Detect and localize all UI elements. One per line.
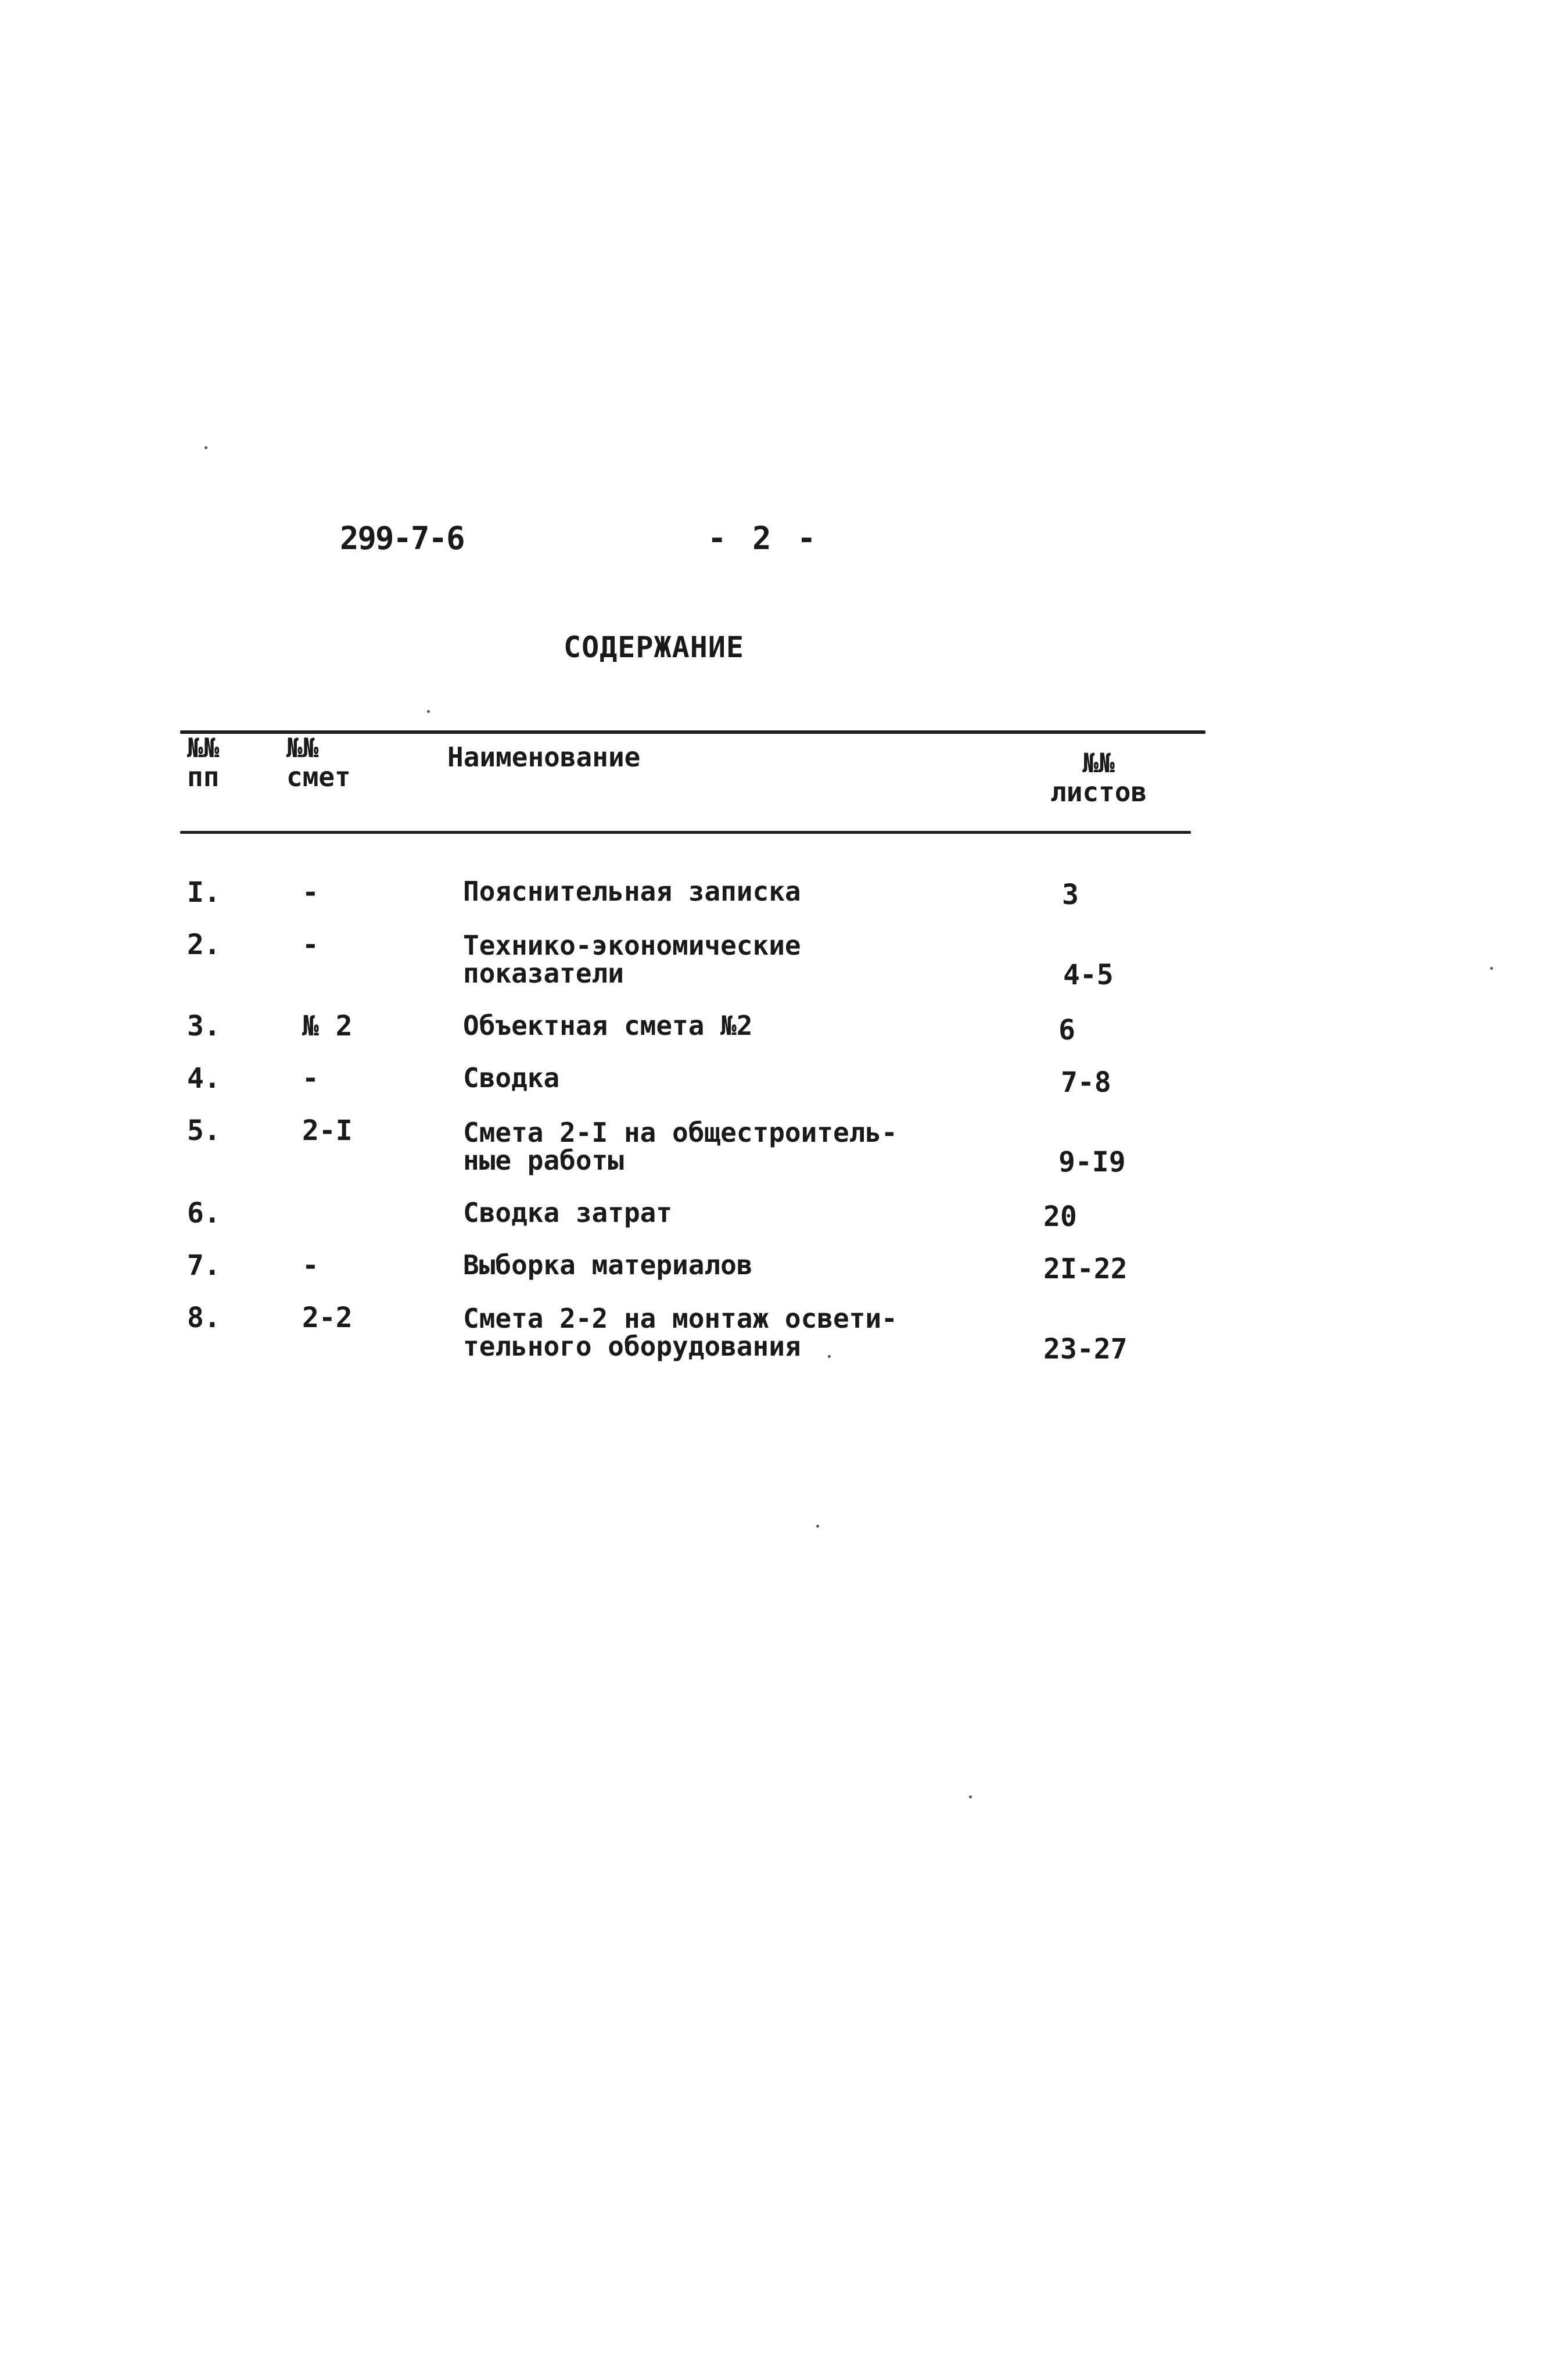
- header-estimate-no-line2: смет: [286, 761, 351, 793]
- row-name-line: Выборка материалов: [463, 1249, 753, 1281]
- header-estimate-no: [286, 733, 351, 791]
- header-row-no-line2: пп: [187, 761, 220, 793]
- row-name: [463, 1199, 672, 1227]
- header-sheets: [1050, 748, 1147, 807]
- scan-speck: [969, 1795, 972, 1798]
- row-name: [463, 1012, 753, 1040]
- row-name-line: Сводка затрат: [463, 1197, 673, 1228]
- row-name: [463, 931, 801, 987]
- row-estimate: -: [302, 876, 319, 909]
- table-header-rule: [180, 831, 1191, 834]
- row-estimate: -: [302, 929, 319, 961]
- scan-speck: [1490, 967, 1493, 970]
- header-estimate-no-line1: №№: [286, 732, 319, 764]
- row-name-line: Смета 2-I на общестроитель-: [463, 1117, 898, 1148]
- row-number: 5.: [187, 1114, 221, 1147]
- header-row-no-line1: №№: [187, 732, 220, 764]
- row-sheets: 6: [1058, 1014, 1075, 1046]
- row-estimate: -: [302, 1062, 319, 1095]
- header-sheets-line1: №№: [1082, 747, 1115, 779]
- document-code: 299-7-6: [340, 520, 464, 557]
- row-sheets: 7-8: [1061, 1066, 1111, 1099]
- scan-speck: [828, 1355, 831, 1358]
- header-name: Наименование: [447, 741, 641, 773]
- row-name: [463, 1251, 753, 1279]
- row-name-line: ные работы: [463, 1145, 624, 1176]
- scan-speck: [204, 446, 207, 449]
- row-sheets: 4-5: [1063, 959, 1114, 991]
- row-number: 2.: [187, 929, 221, 961]
- row-sheets: 2I-22: [1043, 1253, 1128, 1285]
- row-estimate: 2-I: [302, 1114, 353, 1147]
- row-name-line: Смета 2-2 на монтаж освети-: [463, 1303, 898, 1334]
- row-name: [463, 1119, 898, 1174]
- row-name-line: Пояснительная записка: [463, 876, 801, 907]
- row-number: I.: [187, 876, 221, 909]
- row-name-line: Технико-экономические: [463, 930, 801, 961]
- row-name-line: показатели: [463, 958, 624, 989]
- row-name: [463, 1064, 559, 1092]
- row-name-line: тельного оборудования: [463, 1331, 801, 1362]
- row-sheets: 23-27: [1043, 1333, 1128, 1365]
- row-name-line: Объектная смета №2: [463, 1010, 753, 1041]
- row-sheets: 3: [1062, 879, 1079, 911]
- page-title: СОДЕРЖАНИЕ: [564, 630, 745, 664]
- row-estimate: -: [302, 1249, 319, 1282]
- row-estimate: № 2: [302, 1010, 353, 1042]
- row-number: 7.: [187, 1249, 221, 1282]
- row-name-line: Сводка: [463, 1062, 560, 1094]
- scan-speck: [427, 710, 430, 713]
- scan-speck: [816, 1525, 819, 1528]
- row-sheets: 9-I9: [1058, 1146, 1126, 1178]
- row-number: 6.: [187, 1197, 221, 1230]
- row-number: 3.: [187, 1010, 221, 1042]
- header-sheets-line2: листов: [1050, 776, 1147, 808]
- row-estimate: 2-2: [302, 1302, 353, 1334]
- row-number: 4.: [187, 1062, 221, 1095]
- row-name: [463, 1304, 898, 1360]
- row-name: [463, 877, 801, 905]
- page-number: - 2 -: [708, 520, 816, 557]
- header-row-no: [187, 733, 219, 791]
- row-number: 8.: [187, 1302, 221, 1334]
- row-sheets: 20: [1043, 1200, 1077, 1233]
